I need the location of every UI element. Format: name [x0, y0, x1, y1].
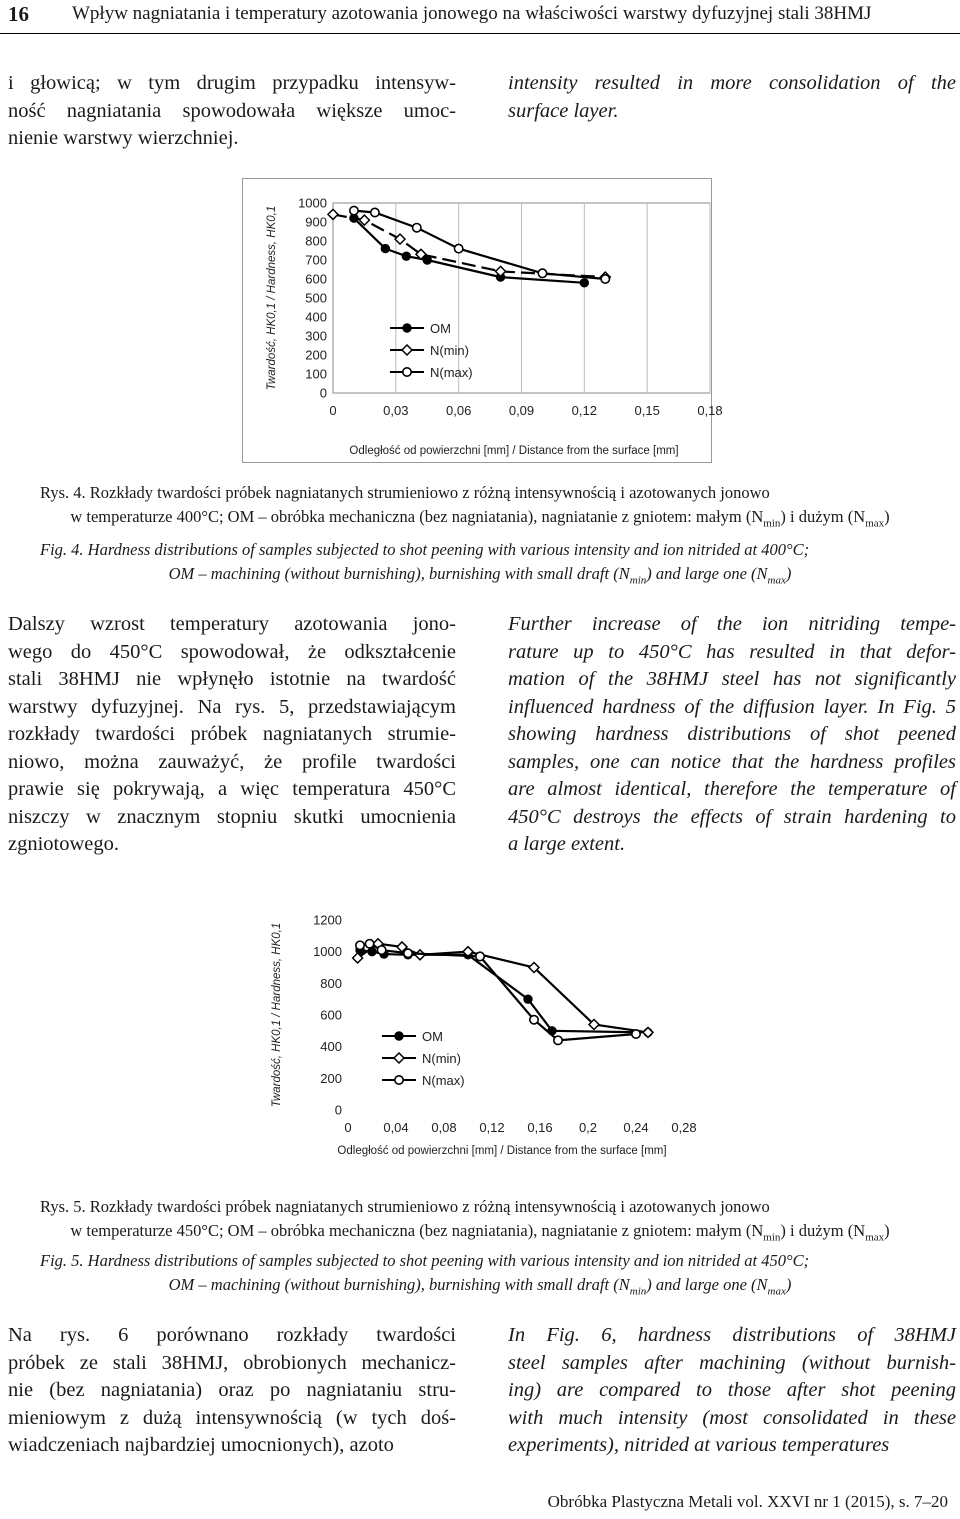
- text-line: zgniotowego.: [8, 833, 120, 855]
- figure-5-chart: [260, 898, 700, 1168]
- figure-4-caption-en: [40, 538, 920, 592]
- text-line: i głowicą; w tym drugim przypadku intensyw-: [8, 72, 456, 94]
- text-line: mieniowym z dużą intensywnością (w tych doś-: [8, 1406, 456, 1429]
- y-tick-label: 200: [305, 347, 327, 363]
- legend-label: N(max): [422, 1073, 465, 1088]
- figure-5-caption-pl: [40, 1195, 920, 1249]
- x-tick-label: 0,12: [571, 403, 597, 418]
- text-line: influenced hardness of the diffusion layer. In Fig. 5: [508, 695, 956, 718]
- data-point: [601, 275, 609, 283]
- data-point: [580, 279, 588, 287]
- text-line: showing hardness distributions of shot peened: [508, 723, 956, 745]
- legend-marker: [403, 368, 411, 376]
- text-line: wego do 450°C spowodował, że odkształcenie: [8, 640, 456, 663]
- intro-pl: [8, 70, 456, 153]
- figure-4-svg: [242, 178, 723, 463]
- text-line: warstwy dyfuzyjnej. Na rys. 5, przedstawiającym: [8, 695, 456, 718]
- x-tick-label: 0,12: [479, 1120, 505, 1135]
- caption-line: Rys. 4. Rozkłady twardości próbek nagniatanych strumieniowo z różną intensywnością i azotowanych jonowo: [40, 483, 770, 502]
- page-number: 16: [8, 2, 29, 26]
- legend-label: OM: [430, 321, 451, 336]
- x-tick-label: 0,18: [697, 403, 723, 418]
- caption-line: Rys. 5. Rozkłady twardości próbek nagniatanych strumieniowo z różną intensywnością i azotowanych jonowo: [40, 1197, 770, 1216]
- legend-marker: [394, 1053, 404, 1063]
- text-line: mation of the 38HMJ steel has not significantly: [508, 668, 956, 690]
- x-tick-label: 0,24: [623, 1120, 649, 1135]
- text-line: niszczy w znacznym stopniu skutki umocnienia: [8, 805, 456, 828]
- caption-line: OM – machining (without burnishing), burnishing with small draft $(N_{min})$ and large one $(N_{max})$: [168, 1275, 792, 1298]
- text-line: are almost identical, therefore the temperature of: [508, 778, 956, 800]
- data-point: [404, 949, 412, 957]
- legend-label: N(max): [430, 365, 473, 380]
- y-tick-label: 800: [305, 233, 327, 249]
- legend-marker: [402, 345, 412, 355]
- caption-line: w temperaturze 400°C; OM – obróbka mechaniczna (bez nagniatania), nagniatanie z gniotem: małym $(N_{min})$ i dużym $(N_{max})$: [70, 507, 890, 530]
- text-line: prawie się pokrywają, a więc temperatura 450°C: [8, 778, 456, 800]
- data-point: [530, 1016, 538, 1024]
- text-line: steel samples after machining (without burnish-: [508, 1351, 956, 1374]
- text-line: In Fig. 6, hardness distributions of 38HMJ: [508, 1324, 956, 1346]
- text-line: wiadczeniach najbardziej umocnionych), azoto: [8, 1434, 394, 1456]
- text-line: ność nagniatania spowodowała większe umoc-: [8, 99, 456, 122]
- text-line: rozkłady twardości próbek nagniatanych strumie-: [8, 723, 456, 745]
- text-line: Further increase of the ion nitriding tempe-: [508, 613, 956, 635]
- running-title: Wpływ nagniatania i temperatury azotowania jonowego na właściwości warstwy dyfuzyjnej stali 38HMJ: [72, 3, 872, 24]
- series-line-1: [358, 944, 648, 1033]
- text-line: Dalszy wzrost temperatury azotowania jono-: [8, 613, 456, 635]
- data-point: [538, 269, 546, 277]
- text-line: Na rys. 6 porównano rozkłady twardości: [8, 1324, 456, 1346]
- data-point: [350, 206, 358, 214]
- text-line: nienie warstwy wierzchniej.: [8, 127, 239, 149]
- y-tick-label: 100: [305, 366, 327, 382]
- legend-label: N(min): [430, 343, 469, 358]
- y-tick-label: 900: [305, 214, 327, 230]
- figure-4-chart: [242, 178, 723, 463]
- text-line: a large extent.: [508, 833, 626, 855]
- x-tick-label: 0: [329, 403, 337, 418]
- intro-en: [508, 70, 956, 125]
- text-line: ing) are compared to those after shot peening: [508, 1379, 956, 1401]
- y-tick-label: 600: [305, 271, 327, 287]
- y-tick-label: 1200: [313, 912, 342, 928]
- series-line-2: [354, 211, 605, 279]
- caption-line: OM – machining (without burnishing), burnishing with small draft $(N_{min})$ and large one $(N_{max})$: [168, 564, 792, 587]
- data-point: [402, 252, 410, 260]
- data-point: [554, 1036, 562, 1044]
- x-tick-label: 0,08: [431, 1120, 457, 1135]
- y-tick-label: 400: [305, 309, 327, 325]
- caption-line: w temperaturze 450°C; OM – obróbka mechaniczna (bez nagniatania), nagniatanie z gniotem: małym $(N_{min})$ i dużym $(N_{max})$: [70, 1221, 890, 1244]
- y-tick-label: 1000: [313, 944, 342, 960]
- data-point: [524, 995, 532, 1003]
- x-tick-label: 0,06: [446, 403, 472, 418]
- text-line: samples, one can notice that the hardness profiles: [508, 750, 956, 773]
- data-point: [356, 941, 364, 949]
- text-line: próbek ze stali 38HMJ, obrobionych mechanicz-: [8, 1351, 456, 1374]
- data-point: [377, 946, 385, 954]
- journal-footer: Obróbka Plastyczna Metali vol. XXVI nr 1 (2015), s. 7–20: [547, 1492, 948, 1511]
- y-tick-label: 300: [305, 328, 327, 344]
- y-tick-label: 700: [305, 252, 327, 268]
- data-point: [454, 244, 462, 252]
- figure-4-caption-pl: [40, 481, 920, 535]
- x-tick-label: 0,04: [383, 1120, 409, 1135]
- data-point: [413, 224, 421, 232]
- legend-marker: [395, 1076, 403, 1084]
- data-point: [365, 940, 373, 948]
- text-line: rature up to 450°C has resulted in that defor-: [508, 640, 956, 663]
- legend-marker: [395, 1032, 403, 1040]
- y-tick-label: 0: [319, 385, 327, 401]
- y-tick-label: 500: [305, 290, 327, 306]
- data-point: [395, 234, 405, 244]
- caption-line: Fig. 5. Hardness distributions of samples subjected to shot peening with various intensity and ion nitrided at 450°C;: [40, 1251, 810, 1270]
- x-tick-label: 0: [344, 1120, 352, 1135]
- x-tick-label: 0,09: [508, 403, 535, 418]
- text-line: surface layer.: [508, 99, 619, 122]
- y-tick-label: 200: [320, 1070, 342, 1086]
- series-line-1: [333, 214, 605, 277]
- data-point: [643, 1027, 653, 1037]
- page-header: [0, 0, 960, 36]
- data-point: [328, 209, 338, 219]
- data-point: [371, 208, 379, 216]
- x-tick-label: 0,28: [671, 1120, 697, 1135]
- x-tick-label: 0,03: [383, 403, 409, 418]
- text-line: nie (bez nagniatania) oraz po nagniataniu stru-: [8, 1379, 456, 1401]
- middle-pl: [8, 611, 456, 859]
- series-line-0: [360, 950, 648, 1032]
- text-line: niowo, można zauważyć, że profile twardości: [8, 750, 456, 773]
- y-tick-label: 1000: [298, 195, 327, 211]
- text-line: experiments), nitrided at various temperatures: [508, 1434, 890, 1456]
- header-rule: [0, 33, 960, 34]
- legend-label: OM: [422, 1029, 443, 1044]
- legend-label: N(min): [422, 1051, 461, 1066]
- x-tick-label: 0,15: [634, 403, 660, 418]
- x-tick-label: 0,2: [578, 1120, 598, 1135]
- text-line: with much intensity (most consolidated in these: [508, 1406, 956, 1429]
- y-tick-label: 800: [320, 975, 342, 991]
- x-axis-title: Odległość od powierzchni [mm] / Distance from the surface [mm]: [349, 445, 679, 457]
- data-point: [381, 244, 389, 252]
- y-tick-label: 400: [320, 1039, 342, 1055]
- data-point: [476, 952, 484, 960]
- bottom-pl: [8, 1322, 456, 1460]
- data-point: [632, 1030, 640, 1038]
- y-tick-label: 600: [320, 1007, 342, 1023]
- caption-line: Fig. 4. Hardness distributions of samples subjected to shot peening with various intensity and ion nitrided at 400°C;: [40, 540, 810, 559]
- text-line: intensity resulted in more consolidation of the: [508, 72, 956, 94]
- figure-5-svg: [260, 898, 700, 1168]
- figure-5-caption-en: [40, 1249, 920, 1303]
- x-axis-title: Odległość od powierzchni [mm] / Distance from the surface [mm]: [337, 1145, 667, 1157]
- middle-en: [508, 611, 956, 859]
- bottom-en: [508, 1322, 956, 1460]
- legend-marker: [403, 324, 411, 332]
- x-tick-label: 0,16: [527, 1120, 553, 1135]
- text-line: stali 38HMJ nie wpłynęło istotnie na twardość: [8, 668, 456, 690]
- y-axis-title: Twardość, HK0,1 / Hardness, HK0,1: [266, 205, 278, 391]
- text-line: 450°C destroys the effects of strain hardening to: [508, 805, 956, 828]
- y-axis-title: Twardość, HK0,1 / Hardness, HK0,1: [271, 922, 283, 1108]
- y-tick-label: 0: [334, 1102, 342, 1118]
